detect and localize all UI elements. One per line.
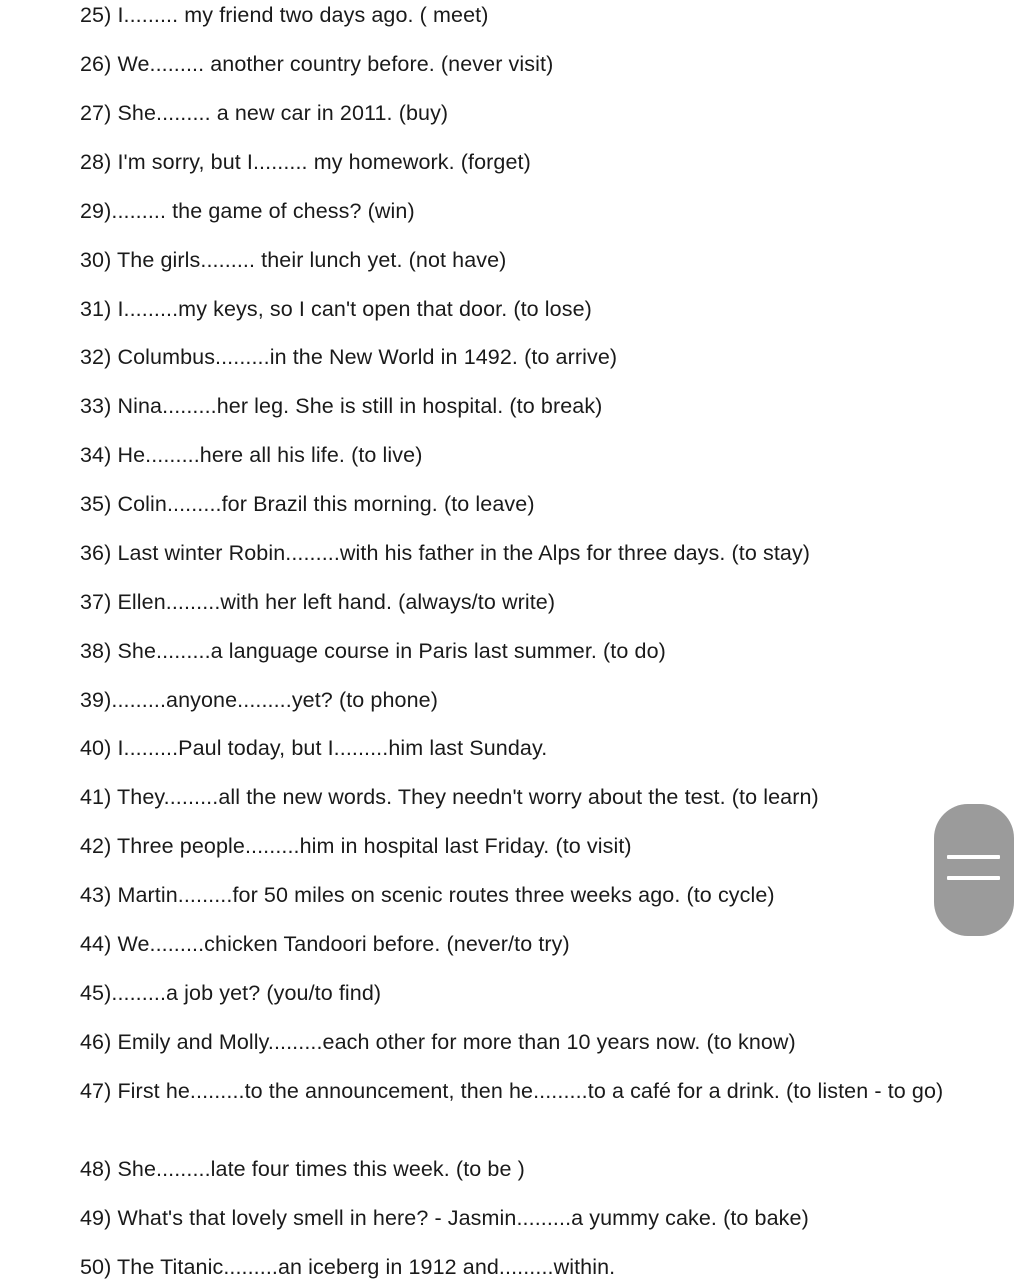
exercise-item: 45).........a job yet? (you/to find) [80,981,382,1005]
exercise-item: 36) Last winter Robin.........with his father in the Alps for three days. (to stay) [80,541,811,565]
scroll-handle[interactable] [934,804,1014,936]
exercise-item: 30) The girls......... their lunch yet. (not have) [80,248,507,272]
exercise-item: 39).........anyone.........yet? (to phone) [80,688,438,712]
exercise-item: 41) They.........all the new words. They needn't worry about the test. (to learn) [80,785,819,809]
exercise-item: 48) She.........late four times this week. (to be ) [80,1157,525,1181]
exercise-item: 35) Colin.........for Brazil this morning. (to leave) [80,492,535,516]
exercise-item: 33) Nina.........her leg. She is still in hospital. (to break) [80,394,603,418]
exercise-item: 27) She......... a new car in 2011. (buy) [80,101,449,125]
drag-handle-line-top [947,855,1000,859]
exercise-item: 38) She.........a language course in Paris last summer. (to do) [80,639,666,663]
exercise-item: 43) Martin.........for 50 miles on scenic routes three weeks ago. (to cycle) [80,883,775,907]
exercise-item: 46) Emily and Molly.........each other for more than 10 years now. (to know) [80,1030,796,1054]
exercise-item: 28) I'm sorry, but I......... my homework. (forget) [80,150,531,174]
drag-handle-line-bottom [947,876,1000,880]
exercise-item: 50) The Titanic.........an iceberg in 1912 and.........within. [80,1255,616,1279]
exercise-item: 29)......... the game of chess? (win) [80,199,415,223]
exercise-item: 47) First he.........to the announcement, then he.........to a café for a drink. (to listen - to go) [80,1079,944,1103]
exercise-item: 49) What's that lovely smell in here? - Jasmin.........a yummy cake. (to bake) [80,1206,809,1230]
exercise-item: 40) I.........Paul today, but I.........him last Sunday. [80,736,548,760]
exercise-item: 26) We......... another country before. (never visit) [80,52,554,76]
exercise-item: 37) Ellen.........with her left hand. (always/to write) [80,590,556,614]
exercise-item: 42) Three people.........him in hospital last Friday. (to visit) [80,834,632,858]
exercise-item: 32) Columbus.........in the New World in 1492. (to arrive) [80,345,618,369]
exercise-item: 25) I......... my friend two days ago. ( meet) [80,3,489,27]
exercise-item: 34) He.........here all his life. (to live) [80,443,423,467]
exercise-item: 44) We.........chicken Tandoori before. (never/to try) [80,932,570,956]
exercise-item: 31) I.........my keys, so I can't open that door. (to lose) [80,297,592,321]
